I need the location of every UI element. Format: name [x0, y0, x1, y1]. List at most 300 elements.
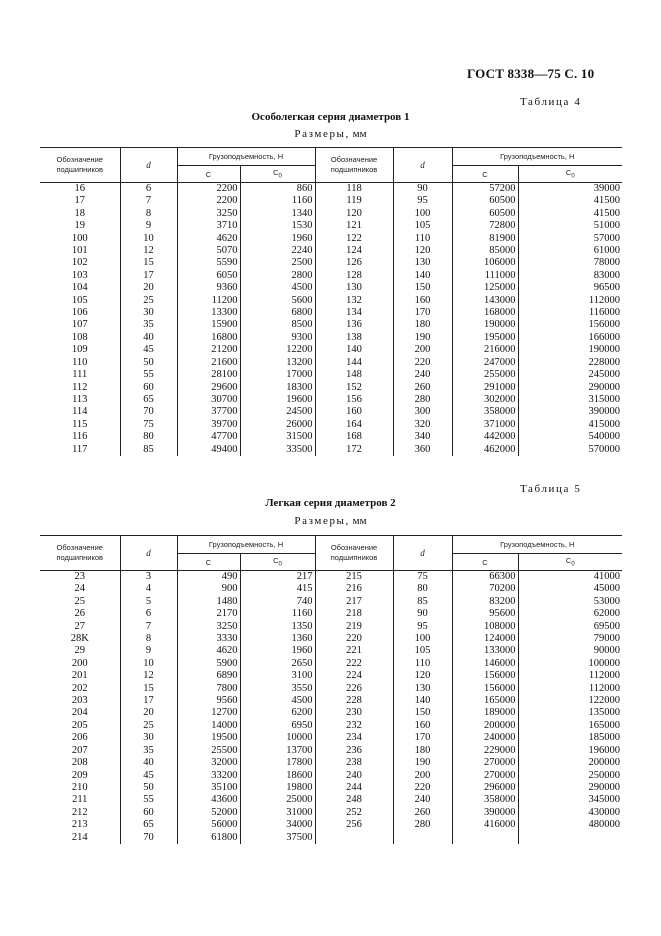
- cell-designation: 207: [71, 744, 88, 756]
- cell-d: 30: [120, 307, 177, 319]
- cell-designation: 201: [71, 670, 88, 682]
- cell-d-2: 150: [393, 282, 452, 294]
- cell-c0-2: [518, 832, 622, 844]
- cell-c0: 18600: [240, 770, 315, 782]
- cell-c0: 17000: [240, 369, 315, 381]
- cell-d: 4: [120, 583, 177, 595]
- cell-c0-2: 185000: [518, 732, 622, 744]
- header-designation: Обозначение подшипников: [40, 148, 120, 183]
- cell-d-2: 240: [393, 369, 452, 381]
- cell-c0: 3550: [240, 683, 315, 695]
- table-row: [40, 257, 622, 269]
- table-row: [40, 369, 622, 381]
- table-row: [40, 319, 622, 331]
- table-row: [40, 621, 622, 633]
- cell-c0: 13200: [240, 357, 315, 369]
- cell-d: 25: [120, 295, 177, 307]
- cell-c-2: 72800: [452, 220, 518, 232]
- cell-d: 3: [120, 571, 177, 584]
- table-row: [40, 444, 622, 456]
- cell-c: 7800: [177, 683, 240, 695]
- cell-c-2: 60500: [452, 208, 518, 220]
- cell-c0: 860: [240, 183, 315, 196]
- cell-designation-2: 130: [315, 282, 393, 294]
- cell-d: 9: [120, 220, 177, 232]
- cell-c-2: 270000: [452, 770, 518, 782]
- cell-designation: 212: [71, 806, 88, 818]
- cell-c: 35100: [177, 782, 240, 794]
- cell-c-2: 106000: [452, 257, 518, 269]
- cell-c: 5900: [177, 658, 240, 670]
- cell-c: 43600: [177, 794, 240, 806]
- table-row: [40, 807, 622, 819]
- cell-d-2: 190: [393, 332, 452, 344]
- cell-c0-2: 78000: [518, 257, 622, 269]
- cell-d-2: 360: [393, 444, 452, 456]
- cell-c: 11200: [177, 295, 240, 307]
- cell-c0-2: 190000: [518, 344, 622, 356]
- cell-d: 20: [120, 707, 177, 719]
- cell-designation: 117: [72, 443, 88, 455]
- cell-d-2: 170: [393, 732, 452, 744]
- cell-c: 15900: [177, 319, 240, 331]
- cell-c0-2: 245000: [518, 369, 622, 381]
- header-d-2: d: [393, 536, 452, 571]
- cell-c0: 31000: [240, 807, 315, 819]
- page-header: ГОСТ 8338—75 С. 10: [467, 66, 595, 81]
- cell-c0-2: 100000: [518, 658, 622, 670]
- cell-d: 70: [120, 406, 177, 418]
- cell-designation-2: 144: [315, 357, 393, 369]
- cell-c0: 2240: [240, 245, 315, 257]
- cell-c0-2: 57000: [518, 233, 622, 245]
- cell-c: 21200: [177, 344, 240, 356]
- cell-c0: 25000: [240, 794, 315, 806]
- table-row: [40, 658, 622, 670]
- cell-c0: 19800: [240, 782, 315, 794]
- cell-designation: 101: [71, 245, 88, 257]
- cell-designation-2: 218: [315, 608, 393, 620]
- cell-c-2: 133000: [452, 645, 518, 657]
- cell-c0: 6800: [240, 307, 315, 319]
- cell-d: 15: [120, 257, 177, 269]
- cell-c0-2: 390000: [518, 406, 622, 418]
- cell-d: 85: [120, 444, 177, 456]
- table-row: [40, 695, 622, 707]
- table-row: [40, 233, 622, 245]
- cell-c-2: 143000: [452, 295, 518, 307]
- cell-c-2: 296000: [452, 782, 518, 794]
- cell-d: 60: [120, 807, 177, 819]
- cell-c-2: 66300: [452, 571, 518, 584]
- cell-c-2: 146000: [452, 658, 518, 670]
- cell-d-2: 100: [393, 208, 452, 220]
- cell-d-2: 320: [393, 419, 452, 431]
- table-4: [40, 147, 622, 456]
- cell-designation-2: 140: [315, 344, 393, 356]
- cell-c0: 415: [240, 583, 315, 595]
- cell-d: 40: [120, 757, 177, 769]
- cell-c0: 217: [240, 571, 315, 584]
- cell-designation: 29: [74, 645, 85, 657]
- cell-designation: 114: [72, 406, 88, 418]
- cell-d: 17: [120, 695, 177, 707]
- cell-c: 28100: [177, 369, 240, 381]
- cell-designation-2: 244: [315, 782, 393, 794]
- cell-c: 12700: [177, 707, 240, 719]
- cell-c-2: [452, 832, 518, 844]
- header-c-2: С: [452, 166, 518, 183]
- cell-designation-2: 122: [315, 233, 393, 245]
- cell-d-2: 190: [393, 757, 452, 769]
- cell-designation-2: 152: [315, 382, 393, 394]
- header-d-2: d: [393, 148, 452, 183]
- table-row: [40, 794, 622, 806]
- cell-c: 37700: [177, 406, 240, 418]
- cell-d: 12: [120, 670, 177, 682]
- cell-c: 3250: [177, 621, 240, 633]
- table-5: [40, 535, 622, 844]
- cell-c0: 4500: [240, 695, 315, 707]
- cell-c0: 9300: [240, 332, 315, 344]
- cell-c0: 1960: [240, 645, 315, 657]
- cell-designation: 110: [72, 356, 88, 368]
- cell-d: 7: [120, 621, 177, 633]
- header-c0-2: $С_0$: [518, 554, 622, 571]
- cell-c0-2: 156000: [518, 319, 622, 331]
- cell-c0-2: 61000: [518, 245, 622, 257]
- cell-c0: 6200: [240, 707, 315, 719]
- cell-d: 10: [120, 233, 177, 245]
- cell-c0-2: 41500: [518, 208, 622, 220]
- cell-designation-2: 126: [315, 257, 393, 269]
- cell-c0: 1360: [240, 633, 315, 645]
- cell-c: 47700: [177, 431, 240, 443]
- table-row: [40, 419, 622, 431]
- cell-designation-2: 234: [315, 732, 393, 744]
- table-row: [40, 707, 622, 719]
- table-row: [40, 732, 622, 744]
- cell-c: 56000: [177, 819, 240, 831]
- cell-c-2: 462000: [452, 444, 518, 456]
- cell-c0-2: 96500: [518, 282, 622, 294]
- cell-c: 9560: [177, 695, 240, 707]
- cell-c0-2: 200000: [518, 757, 622, 769]
- cell-c0: 3100: [240, 670, 315, 682]
- cell-d: 5: [120, 596, 177, 608]
- cell-designation: 206: [71, 732, 88, 744]
- cell-c-2: 200000: [452, 720, 518, 732]
- cell-c0: 1350: [240, 621, 315, 633]
- cell-c-2: 270000: [452, 757, 518, 769]
- cell-c-2: 247000: [452, 357, 518, 369]
- cell-c0: 1960: [240, 233, 315, 245]
- table-row: [40, 382, 622, 394]
- cell-c: 6050: [177, 270, 240, 282]
- cell-designation: 115: [72, 418, 88, 430]
- header-load-2: Грузоподъемность, Н: [452, 536, 622, 554]
- table-row: [40, 332, 622, 344]
- cell-c0: 10000: [240, 732, 315, 744]
- header-d: d: [120, 536, 177, 571]
- cell-d: 60: [120, 382, 177, 394]
- cell-d-2: 260: [393, 807, 452, 819]
- cell-c: 4620: [177, 645, 240, 657]
- header-load: Грузоподъемность, Н: [177, 148, 315, 166]
- cell-c0: 1340: [240, 208, 315, 220]
- cell-d-2: 95: [393, 195, 452, 207]
- cell-c0-2: 196000: [518, 745, 622, 757]
- cell-c-2: 229000: [452, 745, 518, 757]
- cell-d: 55: [120, 369, 177, 381]
- cell-designation-2: 156: [315, 394, 393, 406]
- cell-c: 25500: [177, 745, 240, 757]
- table-4-body: [40, 183, 622, 456]
- cell-d-2: 140: [393, 270, 452, 282]
- cell-d-2: 280: [393, 819, 452, 831]
- cell-c: 13300: [177, 307, 240, 319]
- cell-designation: 116: [72, 431, 88, 443]
- cell-designation-2: [315, 832, 393, 844]
- table-row: [40, 782, 622, 794]
- cell-c: 5590: [177, 257, 240, 269]
- cell-c0-2: 41000: [518, 571, 622, 584]
- cell-c: 30700: [177, 394, 240, 406]
- cell-designation: 112: [72, 381, 88, 393]
- cell-c: 33200: [177, 770, 240, 782]
- cell-designation-2: 121: [315, 220, 393, 232]
- cell-d: 7: [120, 195, 177, 207]
- cell-designation-2: 219: [315, 621, 393, 633]
- cell-d: 9: [120, 645, 177, 657]
- cell-c-2: 111000: [452, 270, 518, 282]
- cell-c0: 8500: [240, 319, 315, 331]
- cell-c-2: 83200: [452, 596, 518, 608]
- cell-c0: 19600: [240, 394, 315, 406]
- cell-d-2: 180: [393, 745, 452, 757]
- cell-designation-2: 224: [315, 670, 393, 682]
- cell-c: 61800: [177, 832, 240, 844]
- table-row: [40, 220, 622, 232]
- cell-d: 8: [120, 633, 177, 645]
- cell-d: 35: [120, 745, 177, 757]
- cell-d: 20: [120, 282, 177, 294]
- cell-c0: 18300: [240, 382, 315, 394]
- cell-d: 50: [120, 357, 177, 369]
- cell-designation: 17: [74, 195, 85, 207]
- cell-c: 19500: [177, 732, 240, 744]
- cell-d: 40: [120, 332, 177, 344]
- cell-c-2: 60500: [452, 195, 518, 207]
- cell-c-2: 168000: [452, 307, 518, 319]
- cell-c-2: 70200: [452, 583, 518, 595]
- cell-c: 6890: [177, 670, 240, 682]
- cell-designation: 103: [71, 269, 88, 281]
- header-c-2: С: [452, 554, 518, 571]
- cell-designation-2: 220: [315, 633, 393, 645]
- cell-d: 35: [120, 319, 177, 331]
- cell-designation-2: 128: [315, 270, 393, 282]
- cell-designation-2: 216: [315, 583, 393, 595]
- cell-designation: 200: [71, 657, 88, 669]
- table-5-title: Легкая серия диаметров 2: [265, 497, 396, 509]
- cell-d-2: 110: [393, 658, 452, 670]
- cell-c0-2: 116000: [518, 307, 622, 319]
- cell-c0: 2500: [240, 257, 315, 269]
- table-5-label: Таблица 5: [520, 483, 582, 495]
- cell-d: 15: [120, 683, 177, 695]
- cell-c-2: 216000: [452, 344, 518, 356]
- header-c0-2: $С_0$: [518, 166, 622, 183]
- cell-d: 65: [120, 394, 177, 406]
- cell-c0-2: 540000: [518, 431, 622, 443]
- cell-designation: 214: [71, 831, 88, 843]
- cell-c-2: 124000: [452, 633, 518, 645]
- cell-designation-2: 118: [315, 183, 393, 196]
- cell-d-2: 200: [393, 770, 452, 782]
- cell-d-2: 160: [393, 720, 452, 732]
- table-row: [40, 683, 622, 695]
- cell-d-2: 80: [393, 583, 452, 595]
- cell-designation: 102: [71, 257, 88, 269]
- cell-c-2: 190000: [452, 319, 518, 331]
- cell-designation: 111: [72, 369, 88, 381]
- cell-c0: 13700: [240, 745, 315, 757]
- cell-designation: 107: [71, 319, 88, 331]
- header-designation-2: Обозначение подшипников: [315, 536, 393, 571]
- table-row: [40, 608, 622, 620]
- cell-c: 4620: [177, 233, 240, 245]
- cell-c-2: 416000: [452, 819, 518, 831]
- table-row: [40, 670, 622, 682]
- cell-d: 30: [120, 732, 177, 744]
- table-row: [40, 295, 622, 307]
- table-row: [40, 819, 622, 831]
- cell-c0-2: 315000: [518, 394, 622, 406]
- header-c0: $С_0$: [240, 554, 315, 571]
- table-row: [40, 431, 622, 443]
- cell-d: 50: [120, 782, 177, 794]
- cell-d-2: 90: [393, 183, 452, 196]
- cell-c-2: 390000: [452, 807, 518, 819]
- cell-d-2: 130: [393, 257, 452, 269]
- cell-designation-2: 120: [315, 208, 393, 220]
- cell-c: 900: [177, 583, 240, 595]
- cell-d-2: 105: [393, 645, 452, 657]
- cell-designation: 108: [71, 331, 88, 343]
- cell-c0-2: 345000: [518, 794, 622, 806]
- cell-designation-2: 138: [315, 332, 393, 344]
- cell-designation-2: 232: [315, 720, 393, 732]
- cell-d-2: 95: [393, 621, 452, 633]
- cell-d: 6: [120, 183, 177, 196]
- cell-c: 2200: [177, 183, 240, 196]
- cell-c0: 12200: [240, 344, 315, 356]
- cell-c-2: 291000: [452, 382, 518, 394]
- cell-designation: 24: [74, 583, 85, 595]
- cell-designation: 208: [71, 757, 88, 769]
- table-row: [40, 208, 622, 220]
- cell-c: 21600: [177, 357, 240, 369]
- cell-designation: 211: [72, 794, 88, 806]
- table-row: [40, 633, 622, 645]
- cell-designation: 106: [71, 307, 88, 319]
- cell-c0: 6950: [240, 720, 315, 732]
- table-row: [40, 745, 622, 757]
- cell-d: 10: [120, 658, 177, 670]
- header-load: Грузоподъемность, Н: [177, 536, 315, 554]
- table-row: [40, 183, 622, 196]
- cell-c0: 1160: [240, 195, 315, 207]
- cell-c0-2: 112000: [518, 295, 622, 307]
- cell-c: 52000: [177, 807, 240, 819]
- table-row: [40, 720, 622, 732]
- cell-d: 12: [120, 245, 177, 257]
- table-row: [40, 394, 622, 406]
- cell-designation-2: 226: [315, 683, 393, 695]
- cell-d-2: 150: [393, 707, 452, 719]
- header-d: d: [120, 148, 177, 183]
- table-4-title: Особолегкая серия диаметров 1: [251, 111, 410, 123]
- cell-d-2: 180: [393, 319, 452, 331]
- cell-c-2: 189000: [452, 707, 518, 719]
- cell-c0-2: 79000: [518, 633, 622, 645]
- cell-c: 9360: [177, 282, 240, 294]
- cell-c0: 31500: [240, 431, 315, 443]
- cell-d: 8: [120, 208, 177, 220]
- table-4-label: Таблица 4: [520, 96, 582, 108]
- cell-c-2: 358000: [452, 406, 518, 418]
- cell-c-2: 95600: [452, 608, 518, 620]
- cell-c0-2: 122000: [518, 695, 622, 707]
- cell-d-2: 110: [393, 233, 452, 245]
- cell-designation-2: 148: [315, 369, 393, 381]
- cell-c: 32000: [177, 757, 240, 769]
- cell-designation-2: 256: [315, 819, 393, 831]
- cell-d-2: 90: [393, 608, 452, 620]
- cell-c0: 4500: [240, 282, 315, 294]
- cell-c0-2: 112000: [518, 683, 622, 695]
- cell-d-2: 240: [393, 794, 452, 806]
- cell-c0-2: 166000: [518, 332, 622, 344]
- cell-c-2: 81900: [452, 233, 518, 245]
- cell-d-2: 75: [393, 571, 452, 584]
- cell-c0-2: 51000: [518, 220, 622, 232]
- table-row: [40, 270, 622, 282]
- cell-d: 6: [120, 608, 177, 620]
- cell-c0-2: 45000: [518, 583, 622, 595]
- cell-c0-2: 480000: [518, 819, 622, 831]
- cell-designation-2: 136: [315, 319, 393, 331]
- cell-c0-2: 135000: [518, 707, 622, 719]
- header-c0: $С_0$: [240, 166, 315, 183]
- table-5-subtitle: Размеры, мм: [294, 515, 367, 527]
- cell-d: 45: [120, 770, 177, 782]
- cell-c0: 24500: [240, 406, 315, 418]
- header-c: С: [177, 166, 240, 183]
- cell-d-2: 130: [393, 683, 452, 695]
- cell-c: 2170: [177, 608, 240, 620]
- cell-c: 29600: [177, 382, 240, 394]
- cell-designation: 213: [71, 819, 88, 831]
- cell-designation: 19: [74, 220, 85, 232]
- cell-designation-2: 238: [315, 757, 393, 769]
- cell-designation-2: 248: [315, 794, 393, 806]
- cell-designation: 204: [71, 707, 88, 719]
- table-row: [40, 195, 622, 207]
- cell-designation: 203: [71, 695, 88, 707]
- cell-c0-2: 41500: [518, 195, 622, 207]
